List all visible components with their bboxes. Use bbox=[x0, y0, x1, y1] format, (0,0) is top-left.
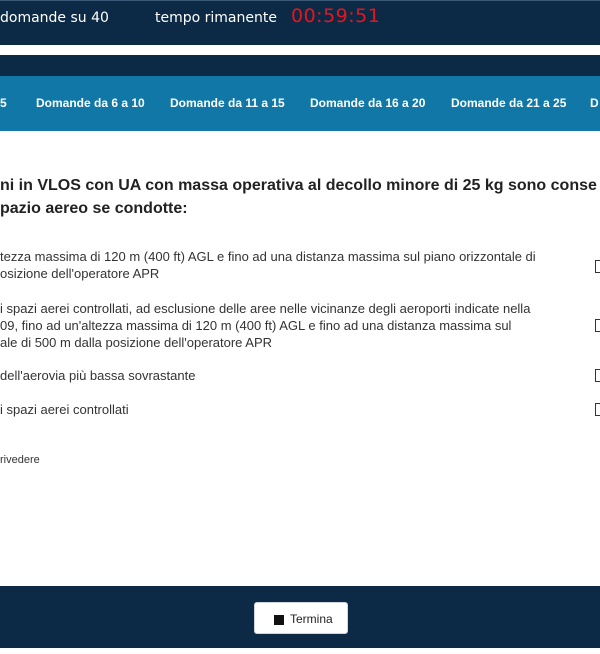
tab-questions-1-5[interactable]: 5 bbox=[0, 96, 7, 110]
answer-option-1[interactable] bbox=[0, 248, 600, 282]
answer-line: 09, fino ad un'altezza massima di 120 m (400 ft) AGL e fino ad una distanza massima sul bbox=[0, 318, 512, 333]
tab-questions-21-25[interactable]: Domande da 21 a 25 bbox=[451, 96, 567, 110]
tab-questions-6-10[interactable]: Domande da 6 a 10 bbox=[36, 96, 145, 110]
answer-checkbox-1[interactable] bbox=[595, 260, 600, 273]
bottom-strip bbox=[0, 648, 600, 654]
answer-option-3[interactable] bbox=[0, 367, 600, 384]
questions-count: domande su 40 bbox=[0, 10, 109, 26]
question-text bbox=[0, 174, 600, 220]
question-line: pazio aereo se condotte: bbox=[0, 200, 188, 217]
answer-checkbox-3[interactable] bbox=[595, 369, 600, 382]
answer-line: osizione dell'operatore APR bbox=[0, 266, 160, 281]
end-exam-label: Termina bbox=[290, 612, 333, 626]
answer-checkbox-2[interactable] bbox=[595, 319, 600, 332]
top-status-bar bbox=[0, 0, 600, 45]
separator bbox=[0, 45, 600, 55]
answer-option-4[interactable] bbox=[0, 401, 600, 418]
answer-line: tezza massima di 120 m (400 ft) AGL e fino ad una distanza massima sul piano orizzontale di bbox=[0, 249, 536, 264]
answer-line: ale di 500 m dalla posizione dell'operatore APR bbox=[0, 335, 273, 350]
footer-bar bbox=[0, 586, 600, 648]
answer-line: i spazi aerei controllati bbox=[0, 402, 129, 417]
nav-band bbox=[0, 55, 600, 76]
answer-line: i spazi aerei controllati, ad esclusione delle aree nelle vicinanze degli aeroporti indicate nella bbox=[0, 301, 531, 316]
tab-questions-16-20[interactable]: Domande da 16 a 20 bbox=[310, 96, 426, 110]
timer-value: 00:59:51 bbox=[291, 5, 381, 27]
answer-checkbox-4[interactable] bbox=[595, 403, 600, 416]
question-line: ni in VLOS con UA con massa operativa al decollo minore di 25 kg sono conse bbox=[0, 177, 597, 194]
timer-label: tempo rimanente bbox=[155, 10, 277, 26]
tab-questions-11-15[interactable]: Domande da 11 a 15 bbox=[170, 96, 285, 110]
tab-questions-next[interactable]: D bbox=[590, 96, 599, 110]
end-exam-button[interactable] bbox=[254, 602, 348, 634]
question-tabs bbox=[0, 76, 600, 131]
stop-icon bbox=[274, 615, 284, 625]
review-label[interactable]: rivedere bbox=[0, 454, 40, 466]
answer-line: dell'aerovia più bassa sovrastante bbox=[0, 368, 196, 383]
answer-option-2[interactable] bbox=[0, 300, 600, 351]
